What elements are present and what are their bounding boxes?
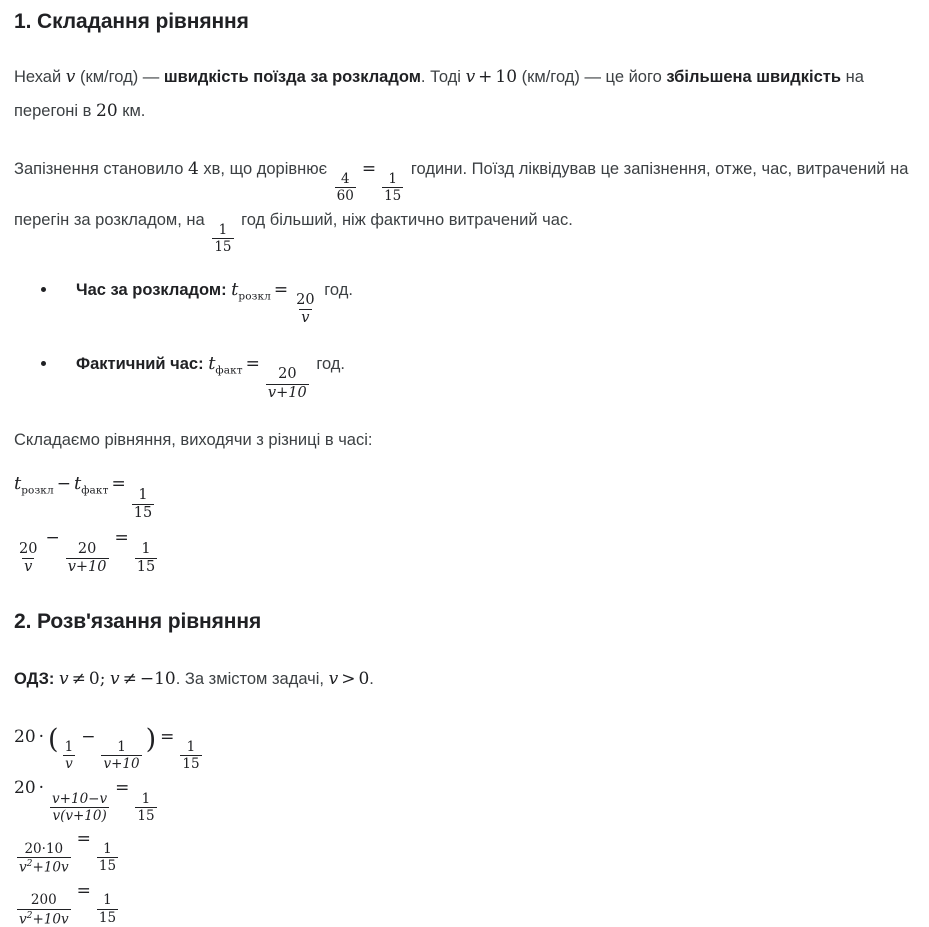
equation-minus: − — [56, 473, 71, 494]
fraction-denominator: 15 — [384, 187, 402, 204]
fraction-1-over-15 — [180, 740, 201, 771]
equation-equals: = — [114, 528, 129, 549]
fraction-20-over-v-plus-10 — [266, 367, 309, 400]
odz-line — [14, 662, 914, 696]
t-actual-symbol — [208, 353, 243, 377]
bullet-equals: = — [245, 354, 260, 375]
para1-text-1: Нехай — [14, 68, 66, 86]
para2-equals: = — [361, 159, 377, 179]
list-item-actual-time — [14, 352, 915, 401]
t-var: t — [14, 472, 22, 494]
fraction-1-over-15 — [135, 792, 156, 823]
odz-var-3: v — [328, 668, 339, 689]
odz-period: . — [369, 669, 374, 688]
t-scheduled-symbol — [231, 278, 271, 303]
fraction-20-times-10 — [17, 842, 71, 875]
para1-bold-2: збільшена швидкість — [666, 68, 841, 86]
fraction-numerator: 1 — [103, 892, 112, 909]
fraction-numerator: 4 — [340, 170, 350, 187]
odz-var-1: v — [59, 668, 69, 689]
para2-text-1: Запізнення становило — [14, 160, 188, 178]
t-subscript: розкл — [238, 290, 271, 303]
fraction-denominator: v+10 — [103, 756, 140, 773]
fraction-denominator: 15 — [98, 909, 117, 926]
fraction-4-over-60 — [335, 172, 356, 203]
para1-math-20: 20 — [96, 101, 118, 121]
fraction-denominator: 15 — [133, 504, 153, 521]
para2-math-4: 4 — [187, 159, 199, 179]
close-paren: ) — [145, 723, 157, 755]
fraction-denominator: 60 — [336, 187, 354, 204]
section-1-lead-in: Складаємо рівняння, виходячи з різниці в часі: — [14, 430, 373, 449]
greater-than-icon: > — [341, 668, 356, 689]
fraction-denominator: v(v+10) — [52, 807, 107, 824]
equation-block-1 — [14, 467, 915, 576]
odz-var-2: v — [110, 668, 120, 689]
equation-times-difference — [14, 467, 915, 521]
fraction-1-over-15-a — [382, 172, 403, 203]
fraction-numerator: 1 — [117, 738, 126, 755]
fraction-numerator: 1 — [218, 221, 228, 238]
section-1-paragraph-1 — [14, 60, 914, 128]
fraction-numerator: 1 — [138, 486, 148, 503]
den-base: v — [19, 859, 27, 876]
para1-text-2: (км/год) — — [75, 68, 164, 86]
fraction-20-over-v — [294, 293, 316, 326]
fraction-1-over-v — [63, 740, 76, 771]
bullet-equals: = — [273, 279, 289, 300]
odz-text: . За змістом задачі, — [175, 669, 329, 688]
fraction-denominator: 15 — [98, 857, 117, 874]
bullet-marker-icon — [41, 287, 46, 292]
para1-text-5: на перегоні в — [14, 68, 864, 120]
fraction-denominator: 15 — [214, 238, 232, 255]
section-1-paragraph-2 — [14, 152, 914, 254]
fraction-combined — [50, 792, 109, 823]
fraction-numerator: 1 — [141, 541, 151, 558]
odz-label: ОДЗ: — [14, 669, 55, 688]
para1-text-4: (км/год) — це його — [517, 68, 667, 86]
list-item-scheduled-time — [14, 278, 915, 327]
t-actual-symbol — [74, 472, 109, 497]
den-rest: +10v — [32, 911, 69, 927]
para1-math-10: 10 — [495, 67, 518, 87]
fraction-numerator: 20 — [278, 366, 297, 383]
den-base: v — [19, 911, 27, 927]
fraction-20-over-v-plus-10 — [66, 542, 109, 575]
fraction-numerator: 1 — [388, 170, 397, 187]
fraction-numerator: 1 — [103, 840, 112, 857]
fraction-numerator: 20 — [77, 541, 97, 558]
para1-math-v: v — [465, 67, 476, 87]
bullet-marker-icon — [41, 361, 46, 366]
bullet-unit: год. — [324, 280, 353, 299]
fraction-denominator: 15 — [136, 559, 156, 576]
fraction-1-over-15 — [135, 542, 157, 575]
equation-fractions — [14, 521, 915, 575]
para1-math-plus: + — [478, 67, 493, 87]
fraction-denominator: v — [65, 756, 73, 773]
fraction-denominator: 15 — [182, 756, 200, 773]
fraction-1-over-15 — [97, 842, 118, 873]
den-exponent: 2 — [26, 909, 33, 921]
fraction-numerator: 1 — [141, 790, 151, 807]
para1-bold-1: швидкість поїзда за розкладом — [163, 68, 421, 86]
equation-equals: = — [111, 473, 126, 494]
fraction-20-over-v — [17, 542, 39, 575]
step1-minus: − — [81, 726, 96, 747]
section-1-heading: 1. Складання рівняння — [14, 10, 249, 33]
solution-step-2 — [14, 771, 915, 823]
den-exponent: 2 — [26, 857, 33, 869]
step1-coefficient: 20 — [14, 726, 36, 747]
fraction-denominator — [17, 857, 71, 875]
fraction-denominator: 15 — [137, 807, 155, 824]
fraction-denominator: v+10 — [267, 384, 307, 401]
t-subscript: факт — [81, 484, 109, 497]
den-rest: +10v — [32, 859, 69, 876]
not-equal-icon: ≠ — [71, 668, 86, 689]
fraction-1-over-15 — [97, 893, 118, 924]
fraction-numerator: 200 — [30, 892, 57, 909]
fraction-1-over-v-plus-10 — [101, 740, 141, 771]
multiply-dot-icon: · — [38, 778, 45, 799]
solution-steps-block — [14, 720, 915, 927]
para2-text-3: години. Поїзд ліквідував це запізнення, отже, час, витрачений на перегін за розкладом, на — [14, 160, 909, 229]
solution-step-4 — [14, 875, 915, 927]
multiply-dot-icon: · — [38, 726, 45, 747]
bullet-label: Час за розкладом: — [76, 280, 227, 299]
bullet-unit: год. — [316, 355, 345, 374]
t-subscript: факт — [215, 364, 243, 377]
fraction-1-over-15 — [132, 488, 154, 521]
para2-text-2: хв, що дорівнює — [198, 160, 332, 178]
fraction-numerator: 20 — [296, 291, 315, 308]
fraction-denominator: v — [301, 310, 310, 327]
time-definitions-list — [14, 278, 915, 401]
fraction-numerator: 20·10 — [24, 840, 64, 857]
para1-var-v: v — [65, 67, 76, 87]
step3-equals: = — [76, 828, 91, 849]
fraction-denominator — [17, 909, 71, 927]
fraction-numerator: 20 — [19, 541, 38, 558]
step2-equals: = — [115, 778, 130, 799]
odz-zero-1: 0 — [88, 668, 100, 689]
fraction-200 — [17, 893, 71, 926]
fraction-numerator: 1 — [186, 738, 196, 755]
para1-text-3: . Тоді — [420, 68, 466, 86]
step1-equals: = — [160, 726, 175, 747]
bullet-label: Фактичний час: — [76, 355, 204, 374]
para1-text-6: км. — [117, 102, 146, 120]
fraction-numerator: v+10−v — [52, 790, 108, 807]
step4-equals: = — [76, 880, 91, 901]
odz-zero-2: 0 — [358, 668, 370, 689]
fraction-1-over-15-b — [212, 223, 233, 254]
fraction-denominator: v+10 — [67, 559, 107, 576]
solution-step-1 — [14, 720, 915, 772]
fraction-numerator: 1 — [64, 738, 74, 755]
open-paren: ( — [48, 723, 59, 755]
odz-minus-ten: −10 — [139, 668, 176, 689]
section-2-heading: 2. Розв'язання рівняння — [14, 609, 262, 633]
t-var: t — [208, 353, 216, 375]
t-var: t — [231, 278, 239, 300]
not-equal-icon: ≠ — [122, 668, 137, 689]
t-subscript: розкл — [21, 484, 54, 497]
solution-step-3 — [14, 823, 915, 875]
odz-semicolon: ; — [99, 668, 106, 689]
step2-coefficient: 20 — [14, 778, 36, 799]
para2-text-4: год більший, ніж фактично витрачений час. — [236, 210, 573, 229]
t-var: t — [74, 472, 82, 494]
t-scheduled-symbol — [14, 472, 54, 497]
fraction-denominator: v — [24, 559, 33, 576]
equation-minus: − — [45, 528, 60, 549]
